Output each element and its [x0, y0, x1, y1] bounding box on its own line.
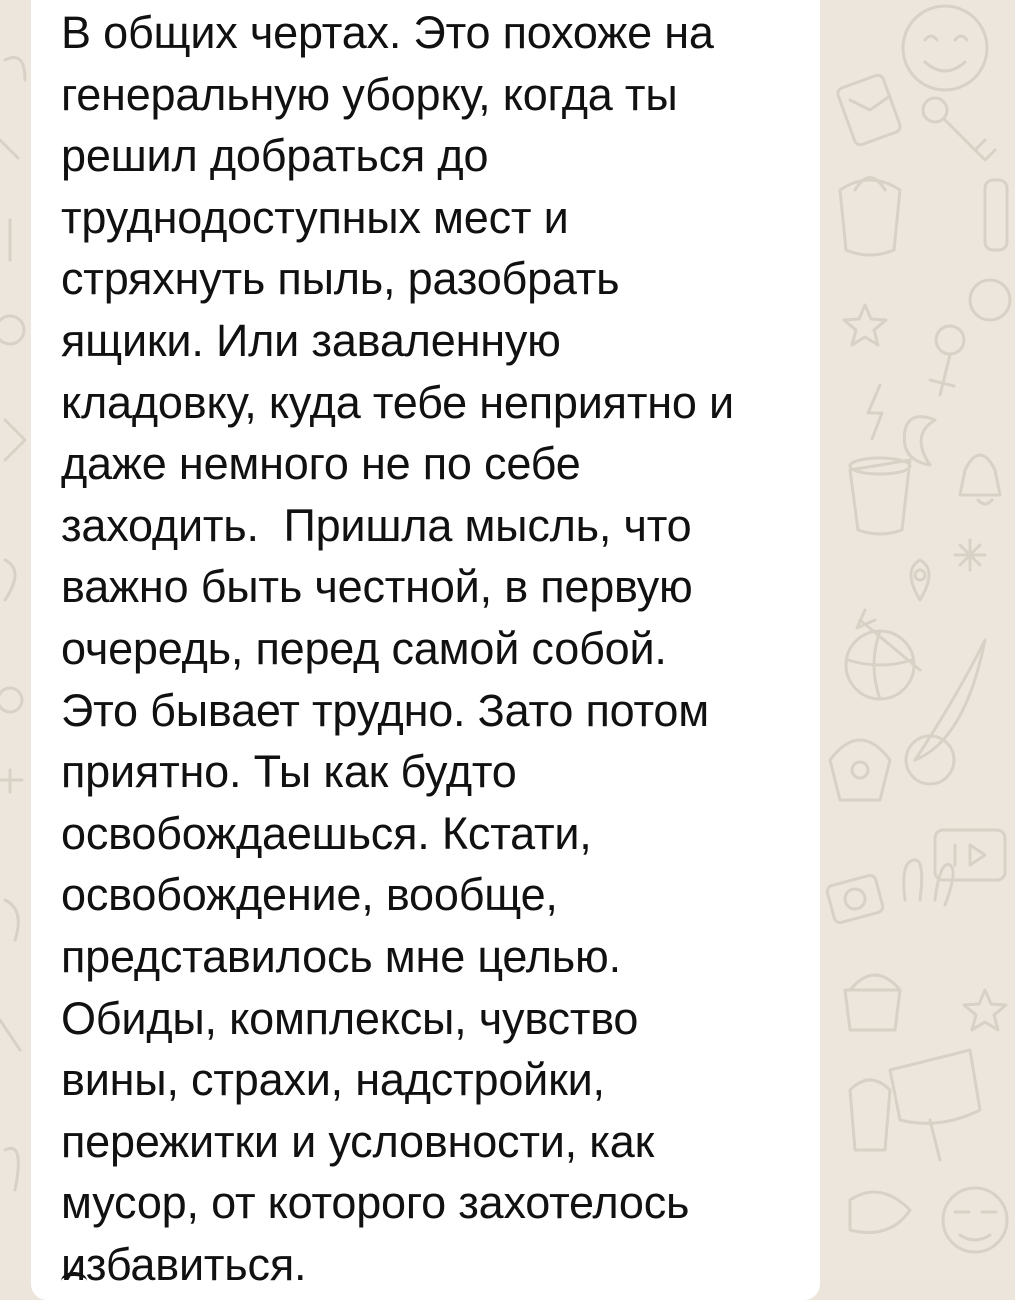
message-line: заходить. Пришла мысль, что: [61, 499, 692, 551]
message-line: Обиды, комплексы, чувство: [61, 992, 639, 1044]
message-line: очередь, перед самой собой.: [61, 622, 667, 674]
truncated-next-line: [61, 1272, 87, 1290]
message-line: кладовку, куда тебе неприятно и: [61, 376, 734, 428]
message-line: генеральную уборку, когда ты: [61, 68, 678, 120]
message-text: [61, 2, 801, 1295]
message-line: В общих чертах. Это похоже на: [61, 7, 714, 58]
message-line: представилось мне целью.: [61, 930, 621, 982]
message-line: труднодоступных мест и: [61, 191, 569, 243]
message-line: мусор, от которого захотелось: [61, 1177, 690, 1229]
message-line: даже немного не по себе: [61, 438, 581, 490]
message-line: стряхнуть пыль, разобрать: [61, 253, 620, 305]
message-line: Это бывает трудно. Зато потом: [61, 684, 709, 736]
message-line: освобождаешься. Кстати,: [61, 807, 592, 859]
message-line: избавиться.: [61, 1238, 307, 1290]
message-line: решил добраться до: [61, 130, 489, 182]
message-line: приятно. Ты как будто: [61, 746, 517, 798]
message-line: ящики. Или заваленную: [61, 314, 561, 366]
message-line: важно быть честной, в первую: [61, 561, 693, 613]
message-line: вины, страхи, надстройки,: [61, 1054, 605, 1106]
message-line: освобождение, вообще,: [61, 869, 558, 921]
message-line: пережитки и условности, как: [61, 1115, 655, 1167]
